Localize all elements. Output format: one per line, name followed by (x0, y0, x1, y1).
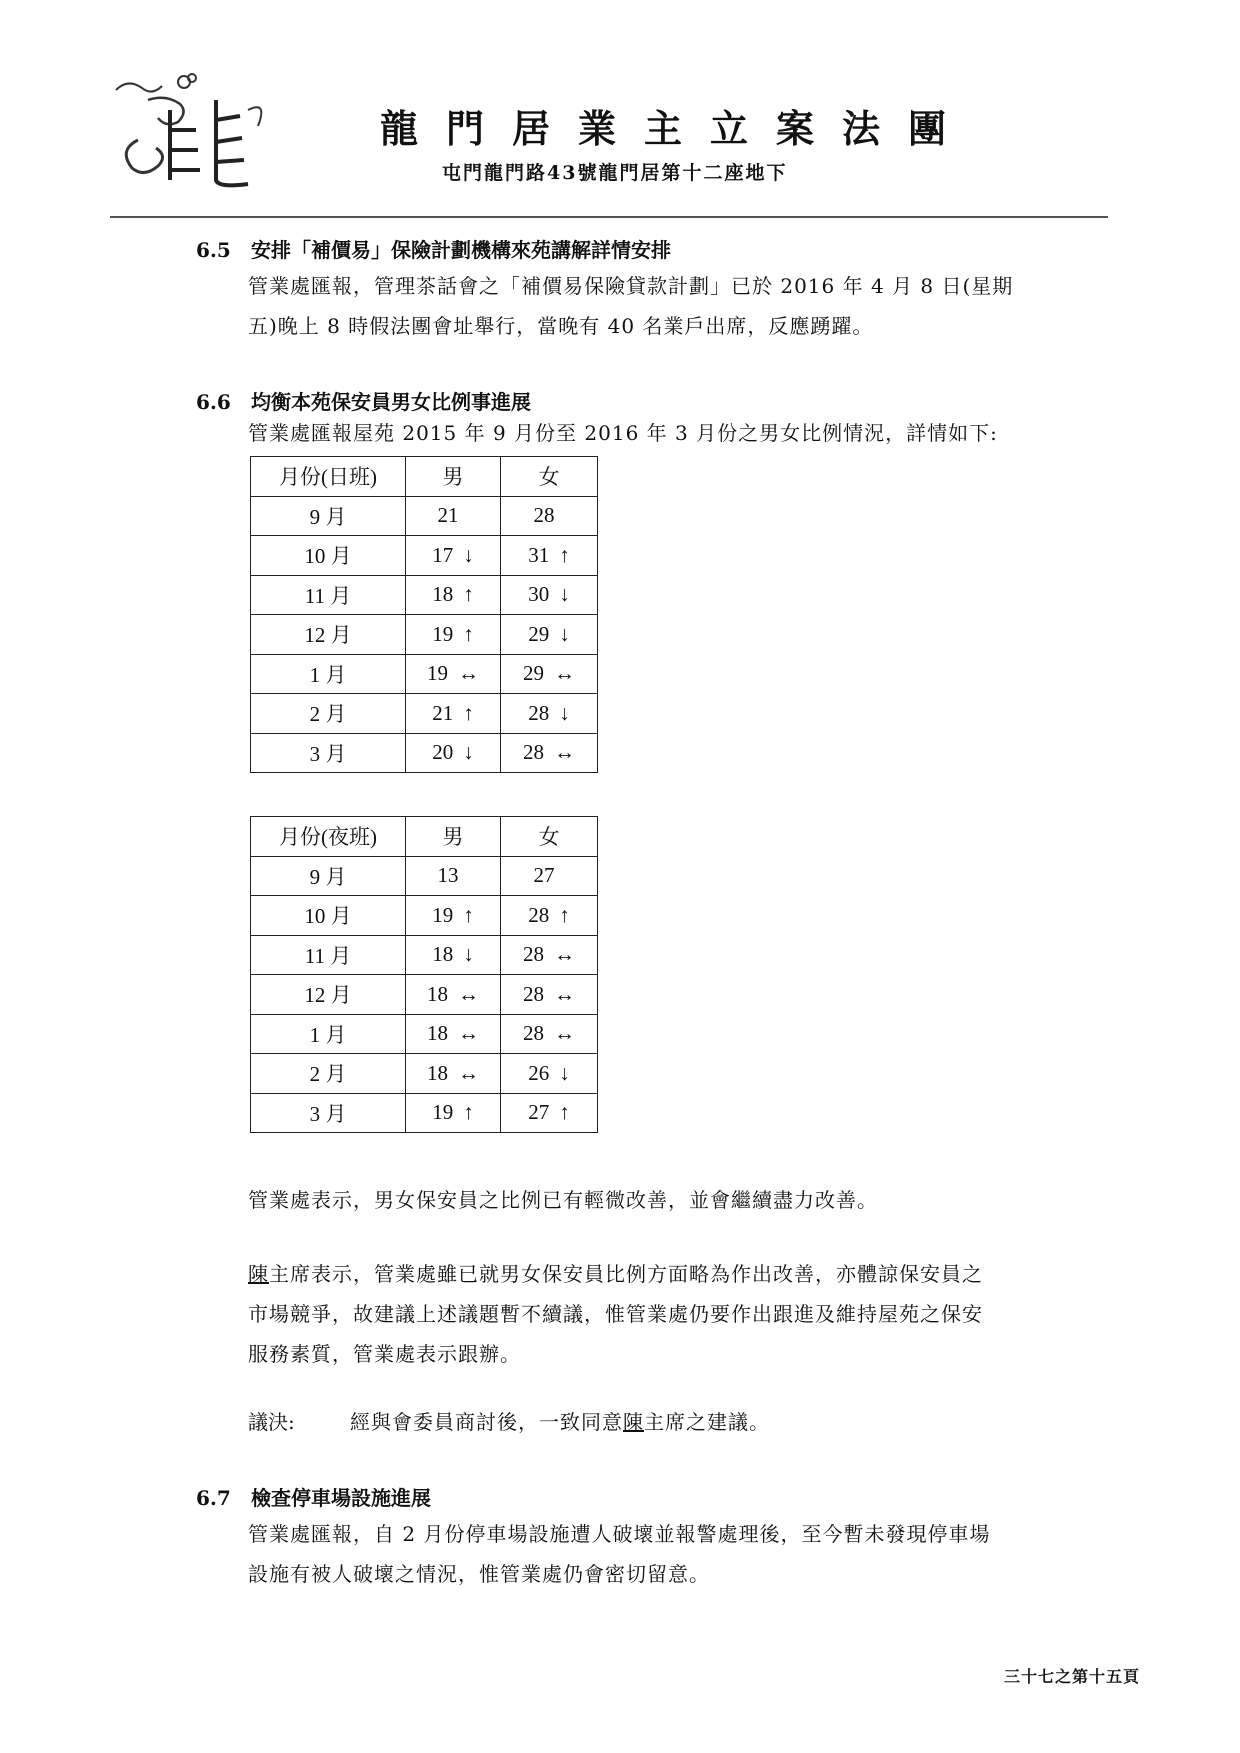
organization-name: 龍門居業主立案法團 (380, 106, 975, 151)
month-value: 2 月 (309, 1062, 347, 1087)
female-count: 28 (523, 740, 544, 765)
female-header: 女 (501, 457, 598, 497)
resolution-label: 議決: (248, 1410, 295, 1434)
section-6-6-heading (196, 386, 531, 415)
female-cell (501, 575, 598, 615)
paragraph-line: 五)晚上 8 時假法團會址舉行，當晚有 40 名業戶出席，反應踴躍。 (248, 314, 874, 338)
female-count: 29 (528, 621, 550, 646)
female-cell (501, 694, 598, 734)
section-title: 均衡本苑保安員男女比例事進展 (250, 390, 531, 414)
male-count: 19 (427, 661, 448, 686)
month-cell (251, 496, 406, 536)
trend-arrow-icon: ↔ (458, 1021, 479, 1046)
male-cell (406, 1014, 501, 1054)
section-number: 6.7 (196, 1486, 231, 1510)
male-header: 男 (406, 817, 501, 857)
table-row (251, 694, 598, 734)
dragon-logo-icon (108, 70, 278, 190)
section-6-5-body (248, 266, 1118, 346)
trend-arrow-icon: ↓ (559, 582, 570, 607)
trend-arrow-icon: ↔ (554, 661, 575, 686)
table-row (251, 1054, 598, 1094)
night-table-body (251, 856, 598, 1133)
female-count: 28 (533, 503, 555, 528)
month-value: 11 月 (304, 943, 352, 968)
female-count: 29 (523, 661, 544, 686)
resolution-text (350, 1406, 770, 1435)
month-cell (251, 935, 406, 975)
male-count: 21 (437, 503, 459, 528)
male-header: 男 (406, 457, 501, 497)
section-title: 檢查停車場設施進展 (250, 1486, 431, 1510)
male-cell (406, 536, 501, 576)
trend-arrow-icon: ↑ (559, 1100, 570, 1125)
trend-arrow-icon: ↔ (554, 981, 575, 1006)
trend-arrow-icon: ↔ (458, 1060, 479, 1085)
day-table-body (251, 496, 598, 773)
chairman-statement (248, 1254, 1118, 1374)
table-row (251, 575, 598, 615)
trend-arrow-icon: ↑ (463, 621, 474, 646)
month-cell (251, 1014, 406, 1054)
male-count: 13 (437, 863, 459, 888)
table-row (251, 1014, 598, 1054)
month-value: 12 月 (304, 623, 352, 648)
female-cell (501, 1014, 598, 1054)
table-row (251, 1093, 598, 1133)
female-count: 28 (528, 902, 550, 927)
month-value: 1 月 (309, 1022, 347, 1047)
month-cell (251, 1093, 406, 1133)
male-count: 17 (432, 542, 454, 567)
trend-arrow-icon: ↓ (463, 740, 474, 765)
month-value: 10 月 (304, 904, 352, 929)
male-cell (406, 975, 501, 1015)
month-value: 2 月 (309, 702, 347, 727)
paragraph-line: 市場競爭，故建議上述議題暫不續議，惟管業處仍要作出跟進及維持屋苑之保安 (248, 1302, 983, 1326)
month-value: 9 月 (309, 504, 347, 529)
paragraph-text: 主席表示，管業處雖已就男女保安員比例方面略為作出改善，亦體諒保安員之 (269, 1262, 983, 1286)
trend-arrow-icon: ↔ (554, 740, 575, 765)
section-6-7-heading (196, 1482, 431, 1511)
female-cell (501, 496, 598, 536)
trend-arrow-icon: ↑ (463, 1100, 474, 1125)
resolution-post: 主席之建議。 (644, 1410, 770, 1434)
month-value: 3 月 (309, 741, 347, 766)
male-cell (406, 856, 501, 896)
month-value: 11 月 (304, 583, 352, 608)
section-6-7-body (248, 1514, 1118, 1594)
section-number: 6.6 (196, 390, 231, 414)
month-value: 12 月 (304, 983, 352, 1008)
month-value: 9 月 (309, 864, 347, 889)
female-header: 女 (501, 817, 598, 857)
month-cell (251, 975, 406, 1015)
female-cell (501, 536, 598, 576)
female-count: 28 (523, 981, 544, 1006)
month-cell (251, 536, 406, 576)
trend-arrow-icon: ↓ (559, 700, 570, 725)
male-cell (406, 575, 501, 615)
male-cell (406, 1093, 501, 1133)
female-count: 28 (528, 700, 550, 725)
female-cell (501, 733, 598, 773)
female-count: 27 (528, 1100, 550, 1125)
male-count: 19 (432, 621, 454, 646)
month-cell (251, 896, 406, 936)
paragraph-line (248, 1254, 1118, 1294)
female-count: 28 (523, 1021, 544, 1046)
trend-arrow-icon: ↓ (463, 942, 474, 967)
paragraph-line: 服務素質，管業處表示跟辦。 (248, 1342, 521, 1366)
month-cell (251, 733, 406, 773)
month-value: 3 月 (309, 1101, 347, 1126)
month-header: 月份(日班) (251, 457, 406, 497)
trend-arrow-icon: ↑ (463, 902, 474, 927)
male-count: 18 (427, 1060, 448, 1085)
table-row (251, 536, 598, 576)
female-cell (501, 896, 598, 936)
resolution-surname: 陳 (623, 1410, 644, 1434)
trend-arrow-icon: ↑ (559, 902, 570, 927)
female-count: 31 (528, 542, 550, 567)
male-cell (406, 615, 501, 655)
night-shift-table (250, 816, 598, 1133)
table-row (251, 935, 598, 975)
table-header-row (251, 817, 598, 857)
male-cell (406, 896, 501, 936)
table-header-row (251, 457, 598, 497)
trend-arrow-icon: ↔ (554, 942, 575, 967)
female-count: 26 (528, 1060, 550, 1085)
male-count: 21 (432, 700, 454, 725)
paragraph-line: 設施有被人破壞之情況，惟管業處仍會密切留意。 (248, 1562, 710, 1586)
day-shift-table (250, 456, 598, 773)
male-cell (406, 694, 501, 734)
male-count: 18 (427, 1021, 448, 1046)
female-cell (501, 615, 598, 655)
section-6-5-heading (196, 234, 671, 263)
male-count: 19 (432, 902, 454, 927)
table-row (251, 733, 598, 773)
male-count: 19 (432, 1100, 454, 1125)
trend-arrow-icon: ↔ (458, 981, 479, 1006)
male-cell (406, 1054, 501, 1094)
female-cell (501, 654, 598, 694)
female-count: 27 (533, 863, 555, 888)
resolution-pre: 經與會委員商討後，一致同意 (350, 1410, 623, 1434)
male-count: 20 (432, 740, 454, 765)
female-cell (501, 1054, 598, 1094)
page-number: 三十七之第十五頁 (1004, 1667, 1141, 1686)
month-value: 1 月 (309, 662, 347, 687)
trend-arrow-icon: ↔ (554, 1021, 575, 1046)
male-cell (406, 654, 501, 694)
female-cell (501, 856, 598, 896)
header-divider (110, 216, 1108, 218)
table-row (251, 654, 598, 694)
month-cell (251, 615, 406, 655)
organization-address: 屯門龍門路43號龍門居第十二座地下 (442, 162, 788, 184)
month-cell (251, 575, 406, 615)
month-cell (251, 856, 406, 896)
female-cell (501, 1093, 598, 1133)
male-count: 18 (432, 582, 454, 607)
table-row (251, 896, 598, 936)
chairman-surname: 陳 (248, 1262, 269, 1286)
paragraph-line: 管業處匯報，自 2 月份停車場設施遭人破壞並報警處理後，至今暫未發現停車場 (248, 1522, 991, 1546)
trend-arrow-icon: ↑ (463, 700, 474, 725)
trend-arrow-icon: ↔ (458, 661, 479, 686)
female-cell (501, 975, 598, 1015)
trend-arrow-icon: ↑ (463, 582, 474, 607)
management-statement: 管業處表示，男女保安員之比例已有輕微改善，並會繼續盡力改善。 (248, 1188, 878, 1212)
trend-arrow-icon: ↑ (559, 542, 570, 567)
trend-arrow-icon: ↓ (559, 621, 570, 646)
male-cell (406, 496, 501, 536)
month-cell (251, 694, 406, 734)
table-row (251, 496, 598, 536)
month-header: 月份(夜班) (251, 817, 406, 857)
section-title: 安排「補價易」保險計劃機構來苑講解詳情安排 (250, 238, 671, 262)
table-row (251, 856, 598, 896)
female-count: 28 (523, 942, 544, 967)
month-value: 10 月 (304, 544, 352, 569)
male-count: 18 (427, 981, 448, 1006)
male-cell (406, 733, 501, 773)
table-row (251, 975, 598, 1015)
table-intro: 管業處匯報屋苑 2015 年 9 月份至 2016 年 3 月份之男女比例情況，詳情如下: (248, 421, 998, 445)
male-count: 18 (432, 942, 454, 967)
trend-arrow-icon: ↓ (559, 1060, 570, 1085)
month-cell (251, 654, 406, 694)
paragraph-line: 管業處匯報，管理茶話會之「補價易保險貸款計劃」已於 2016 年 4 月 8 日(星期 (248, 274, 1014, 298)
male-cell (406, 935, 501, 975)
section-number: 6.5 (196, 238, 231, 262)
month-cell (251, 1054, 406, 1094)
female-count: 30 (528, 582, 550, 607)
trend-arrow-icon: ↓ (463, 542, 474, 567)
table-row (251, 615, 598, 655)
female-cell (501, 935, 598, 975)
